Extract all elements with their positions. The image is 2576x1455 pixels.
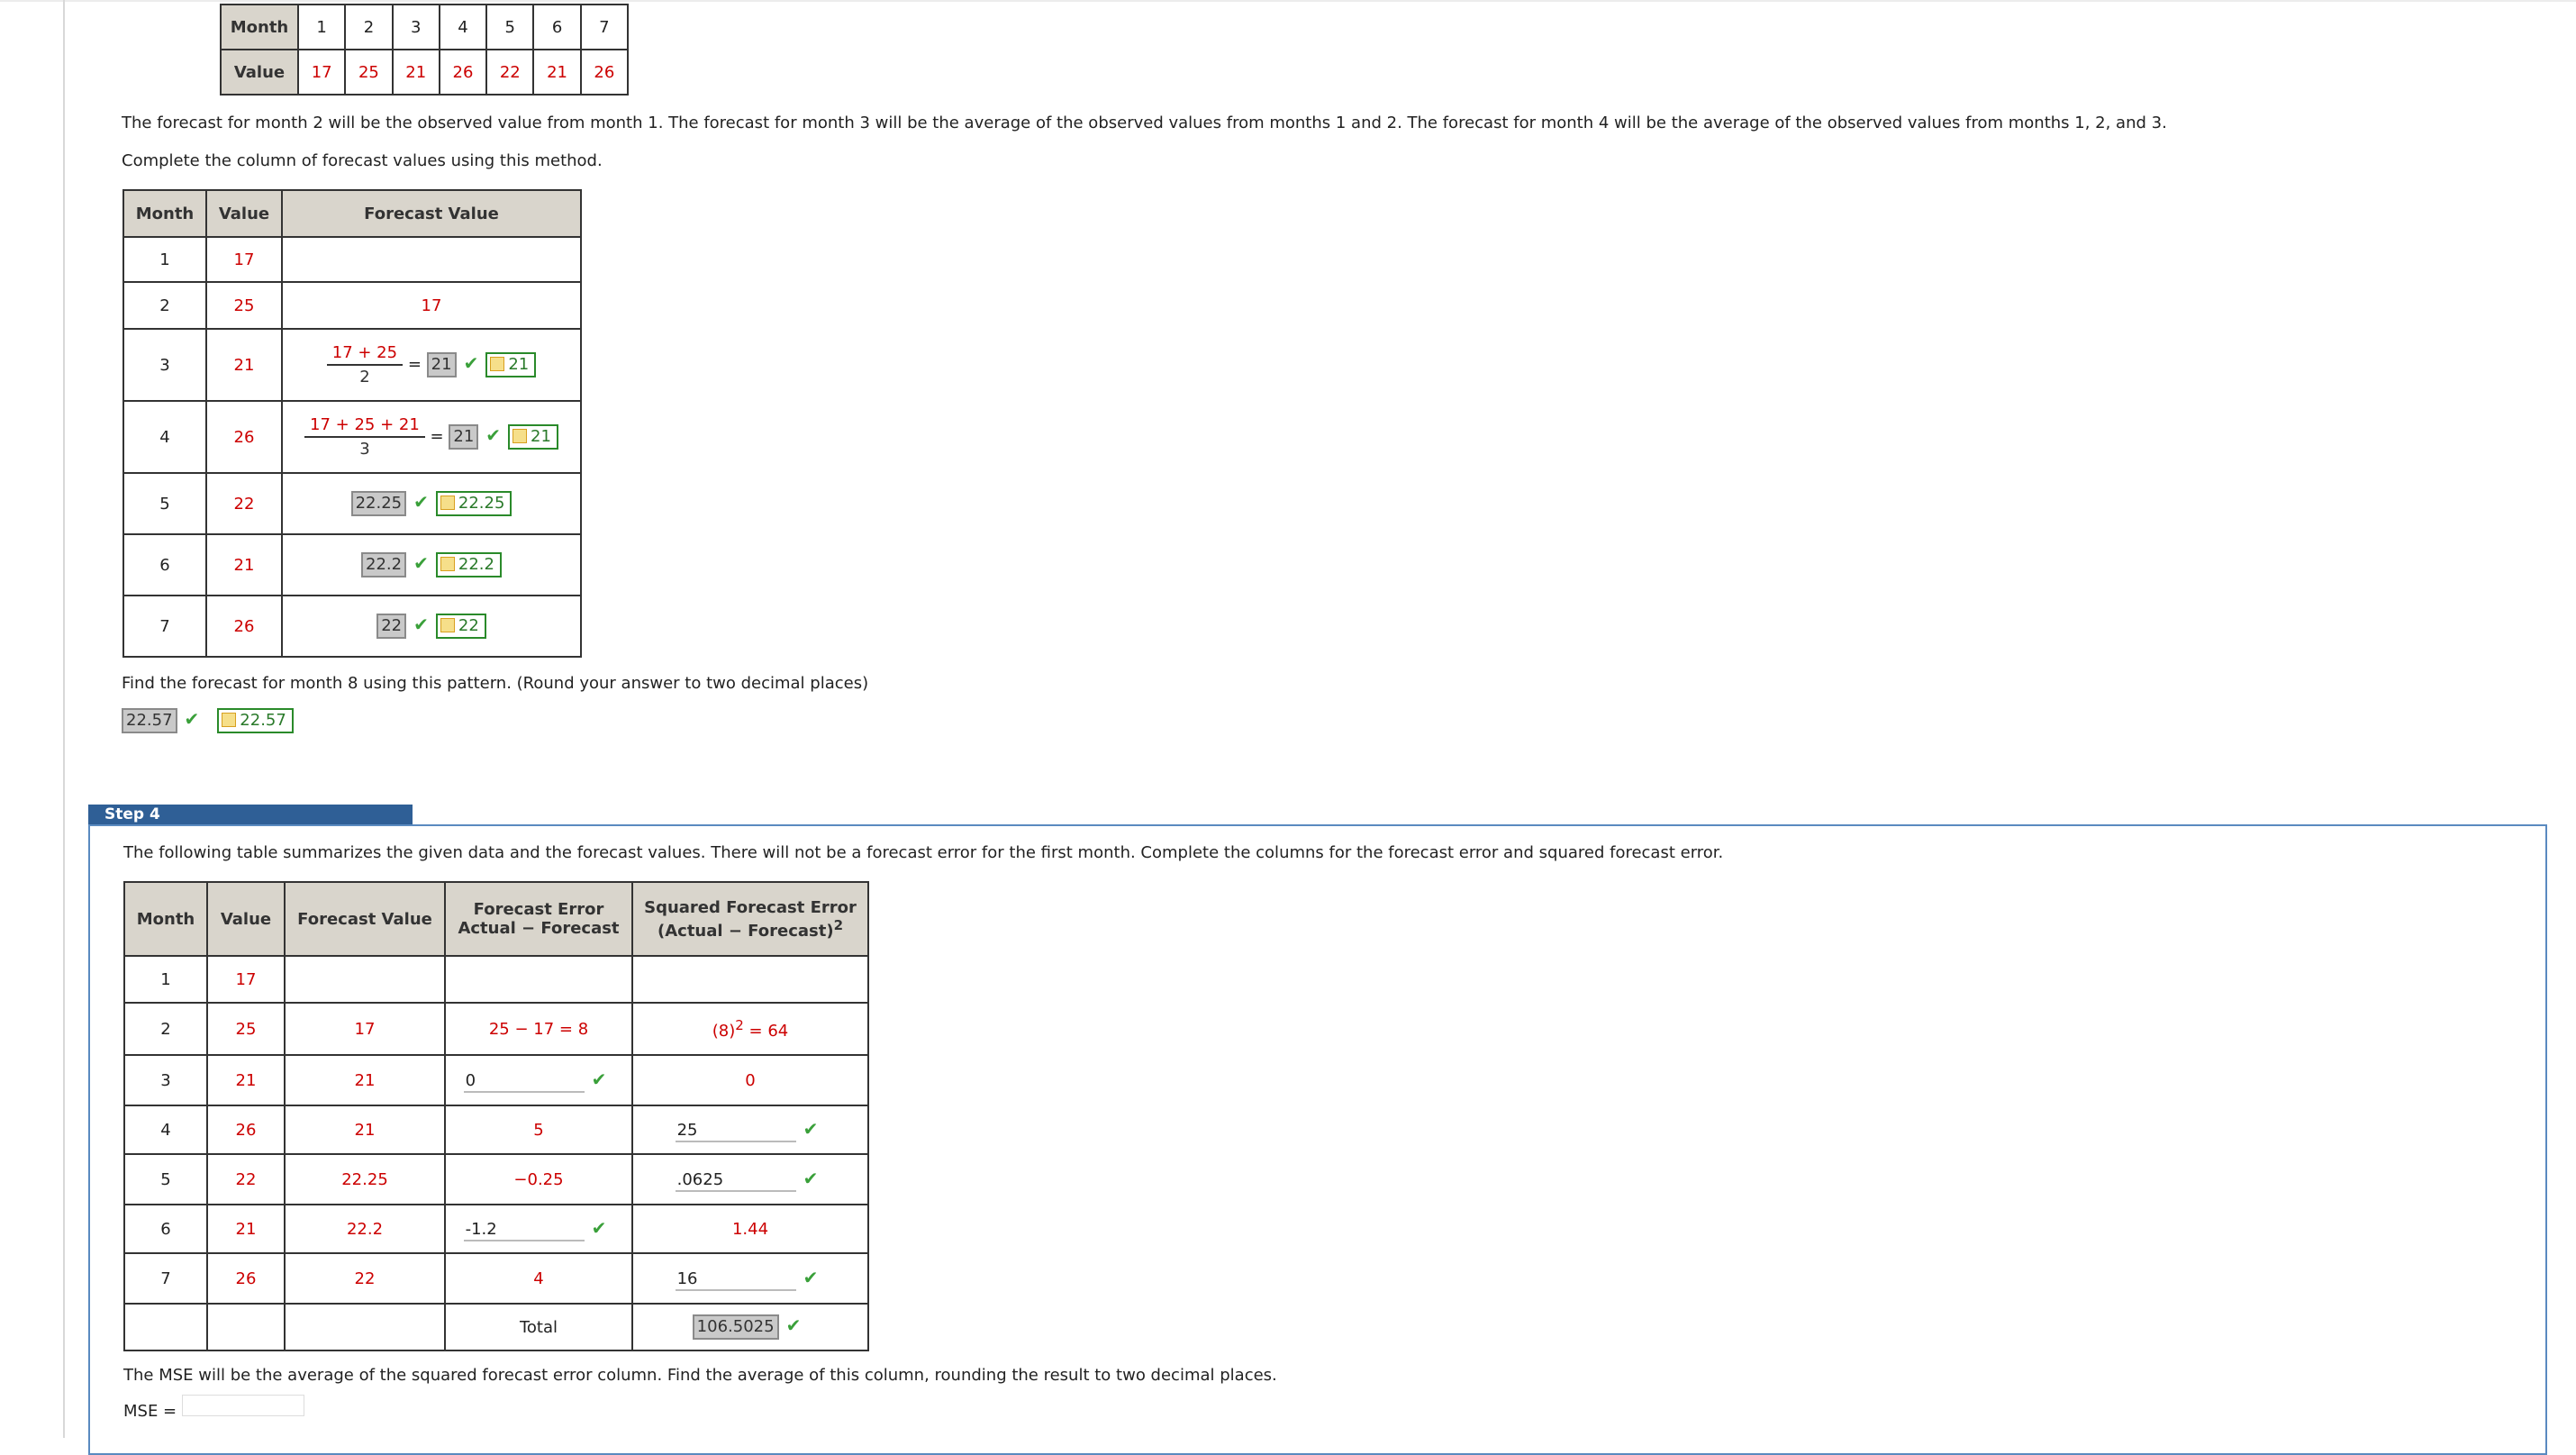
value-cell: 21 (206, 329, 282, 401)
instruction-text: Complete the column of forecast values using this method. (122, 151, 603, 170)
fraction-numerator: 17 + 25 (327, 343, 403, 366)
month-cell: 5 (486, 5, 533, 50)
sq-result: = 64 (743, 1022, 789, 1041)
error-header (445, 882, 632, 956)
table-row (123, 237, 581, 282)
forecast-cell (285, 956, 445, 1003)
month-cell: 4 (123, 401, 206, 473)
correct-answer-value: 22.2 (458, 555, 494, 574)
forecast-cell (282, 329, 581, 401)
equals-sign: = (430, 427, 444, 446)
forecast-cell: 17 (285, 1003, 445, 1055)
typed-answer[interactable]: 22.25 (351, 491, 407, 516)
check-icon: ✔ (463, 352, 479, 374)
value-cell: 26 (206, 401, 282, 473)
sq-header-text: (Actual − Forecast) (658, 921, 834, 941)
value-cell: 22 (207, 1154, 285, 1205)
mse-input[interactable] (182, 1395, 304, 1416)
sq-header-exponent: 2 (833, 916, 843, 933)
table-row (124, 1205, 868, 1253)
month-cell: 2 (124, 1003, 207, 1055)
correct-answer (436, 614, 486, 639)
check-icon: ✔ (485, 424, 502, 446)
check-icon: ✔ (803, 1117, 819, 1140)
check-icon: ✔ (591, 1068, 607, 1090)
month-cell: 7 (124, 1253, 207, 1304)
table-row (124, 1055, 868, 1105)
error-cell (445, 956, 632, 1003)
empty-cell (285, 1304, 445, 1350)
total-label: Total (445, 1304, 632, 1350)
correct-answer (485, 352, 536, 377)
value-cell: 25 (345, 50, 392, 95)
check-icon: ✔ (803, 1266, 819, 1288)
month-cell: 6 (124, 1205, 207, 1253)
check-icon: ✔ (591, 1216, 607, 1239)
value-cell: 17 (207, 956, 285, 1003)
total-typed-answer[interactable]: 106.5025 (693, 1314, 779, 1340)
month-header: Month (124, 882, 207, 956)
fraction (327, 343, 403, 386)
month-cell: 2 (123, 282, 206, 329)
error-cell: −0.25 (445, 1154, 632, 1205)
value-cell: 21 (393, 50, 440, 95)
fraction-numerator: 17 + 25 + 21 (304, 415, 425, 438)
sq-header-line2 (633, 917, 867, 941)
mse-label: MSE = (123, 1402, 177, 1421)
correct-answer (436, 552, 502, 577)
forecast-cell: 22.2 (285, 1205, 445, 1253)
correct-answer-value: 21 (508, 355, 530, 374)
value-header: Value (207, 882, 285, 956)
key-icon (440, 496, 455, 510)
equals-sign: = (407, 355, 422, 374)
month-cell: 3 (124, 1055, 207, 1105)
step4-label: Step 4 (88, 805, 413, 824)
sq-base: (8) (712, 1022, 736, 1041)
squared-error-cell (632, 1253, 868, 1304)
squared-error-cell: 1.44 (632, 1205, 868, 1253)
error-cell: 5 (445, 1105, 632, 1154)
typed-answer[interactable]: 22.2 (361, 552, 406, 577)
table-row (123, 401, 581, 473)
value-header: Value (206, 190, 282, 237)
table-row (124, 1003, 868, 1055)
forecast-cell (282, 237, 581, 282)
check-icon: ✔ (413, 552, 429, 574)
value-cell: 22 (206, 473, 282, 534)
month-cell: 5 (123, 473, 206, 534)
forecast-cell: 22.25 (285, 1154, 445, 1205)
table-row (124, 1154, 868, 1205)
key-icon (440, 618, 455, 632)
squared-error-header (632, 882, 868, 956)
value-cell: 21 (206, 534, 282, 596)
value-cell: 25 (207, 1003, 285, 1055)
squared-error-cell: 0 (632, 1055, 868, 1105)
month-cell: 4 (124, 1105, 207, 1154)
forecast-cell: 21 (285, 1055, 445, 1105)
key-icon (440, 557, 455, 571)
squared-error-input[interactable]: 16 (676, 1269, 796, 1291)
month-cell: 1 (124, 956, 207, 1003)
forecast-cell: 21 (285, 1105, 445, 1154)
month8-prompt: Find the forecast for month 8 using this pattern. (Round your answer to two decimal places) (122, 674, 869, 693)
fraction-denominator: 2 (359, 368, 370, 386)
value-cell: 26 (207, 1105, 285, 1154)
correct-answer (217, 708, 294, 733)
error-cell: 4 (445, 1253, 632, 1304)
correct-answer-value: 22 (458, 616, 479, 635)
month-cell: 1 (298, 5, 345, 50)
error-cell: 25 − 17 = 8 (445, 1003, 632, 1055)
month-cell: 6 (533, 5, 580, 50)
forecast-cell: 17 (282, 282, 581, 329)
value-cell: 21 (207, 1205, 285, 1253)
typed-answer[interactable]: 21 (427, 352, 457, 377)
check-icon: ✔ (785, 1314, 802, 1336)
correct-answer (436, 491, 512, 516)
sq-exponent: 2 (735, 1017, 744, 1033)
value-cell: 26 (581, 50, 628, 95)
table-row (123, 596, 581, 657)
value-cell: 26 (206, 596, 282, 657)
fraction-denominator: 3 (359, 440, 370, 459)
table-row (124, 956, 868, 1003)
forecast-header: Forecast Value (282, 190, 581, 237)
error-cell (445, 1055, 632, 1105)
typed-answer[interactable]: 22.57 (122, 708, 177, 733)
value-cell: 22 (486, 50, 533, 95)
forecast-cell (282, 401, 581, 473)
month-cell: 4 (440, 5, 486, 50)
mse-row (123, 1395, 304, 1421)
value-cell: 26 (207, 1253, 285, 1304)
forecast-table (122, 189, 582, 658)
intro-text: The forecast for month 2 will be the observed value from month 1. The forecast for month 3 will be the average of the observed values from months 1 and 2. The forecast for month 4 will be the average of the observed values from months 1, 2, and 3. (122, 114, 2167, 132)
squared-error-input[interactable]: 25 (676, 1121, 796, 1142)
check-icon: ✔ (184, 708, 200, 730)
error-header-line1: Forecast Error (473, 900, 604, 919)
left-margin-line (63, 0, 65, 1438)
sq-header-line1: Squared Forecast Error (644, 897, 857, 917)
key-icon (490, 357, 504, 371)
value-cell: 21 (533, 50, 580, 95)
month-cell: 7 (123, 596, 206, 657)
typed-answer[interactable]: 22 (376, 614, 406, 639)
table-row (123, 329, 581, 401)
forecast-cell (282, 473, 581, 534)
data-table-top (220, 4, 629, 95)
top-divider (0, 0, 2576, 2)
mse-prompt: The MSE will be the average of the squared forecast error column. Find the average of this column, rounding the result to two decimal places. (123, 1366, 1277, 1385)
forecast-cell (282, 534, 581, 596)
month-header: Month (123, 190, 206, 237)
empty-cell (207, 1304, 285, 1350)
table-row (124, 1105, 868, 1154)
forecast-cell: 22 (285, 1253, 445, 1304)
forecast-header: Forecast Value (285, 882, 445, 956)
month-cell: 5 (124, 1154, 207, 1205)
month-cell: 7 (581, 5, 628, 50)
value-cell: 21 (207, 1055, 285, 1105)
error-cell (445, 1205, 632, 1253)
month-cell: 3 (393, 5, 440, 50)
step4-intro: The following table summarizes the given data and the forecast values. There will not be a forecast error for the first month. Complete the columns for the forecast error and squared forecast error. (123, 843, 1724, 862)
value-cell: 17 (206, 237, 282, 282)
correct-answer-value: 22.25 (458, 494, 505, 513)
error-input[interactable]: -1.2 (464, 1220, 585, 1241)
squared-error-cell (632, 956, 868, 1003)
month-cell: 2 (345, 5, 392, 50)
table-row (123, 282, 581, 329)
check-icon: ✔ (413, 614, 429, 635)
total-cell (632, 1304, 868, 1350)
month-cell: 6 (123, 534, 206, 596)
correct-answer-value: 21 (531, 427, 551, 446)
table-row (123, 534, 581, 596)
correct-answer-value: 22.57 (240, 711, 286, 730)
key-icon (512, 429, 527, 443)
table-row (124, 1253, 868, 1304)
check-icon: ✔ (803, 1167, 819, 1189)
value-cell: 25 (206, 282, 282, 329)
typed-answer[interactable]: 21 (449, 424, 478, 450)
value-cell: 26 (440, 50, 486, 95)
month-cell: 1 (123, 237, 206, 282)
empty-cell (124, 1304, 207, 1350)
value-cell: 17 (298, 50, 345, 95)
month-cell: 3 (123, 329, 206, 401)
error-header-line2: Actual − Forecast (458, 919, 620, 938)
squared-error-cell (632, 1003, 868, 1055)
month-header: Month (221, 5, 298, 50)
check-icon: ✔ (413, 491, 429, 513)
total-row (124, 1304, 868, 1350)
squared-error-input[interactable]: .0625 (676, 1170, 796, 1192)
correct-answer (508, 424, 558, 450)
key-icon (222, 713, 236, 727)
value-header: Value (221, 50, 298, 95)
error-table (123, 881, 869, 1351)
forecast-cell (282, 596, 581, 657)
fraction (304, 415, 425, 459)
squared-error-cell (632, 1105, 868, 1154)
squared-error-cell (632, 1154, 868, 1205)
month8-answer-row (122, 708, 294, 733)
error-input[interactable]: 0 (464, 1071, 585, 1093)
table-row (123, 473, 581, 534)
